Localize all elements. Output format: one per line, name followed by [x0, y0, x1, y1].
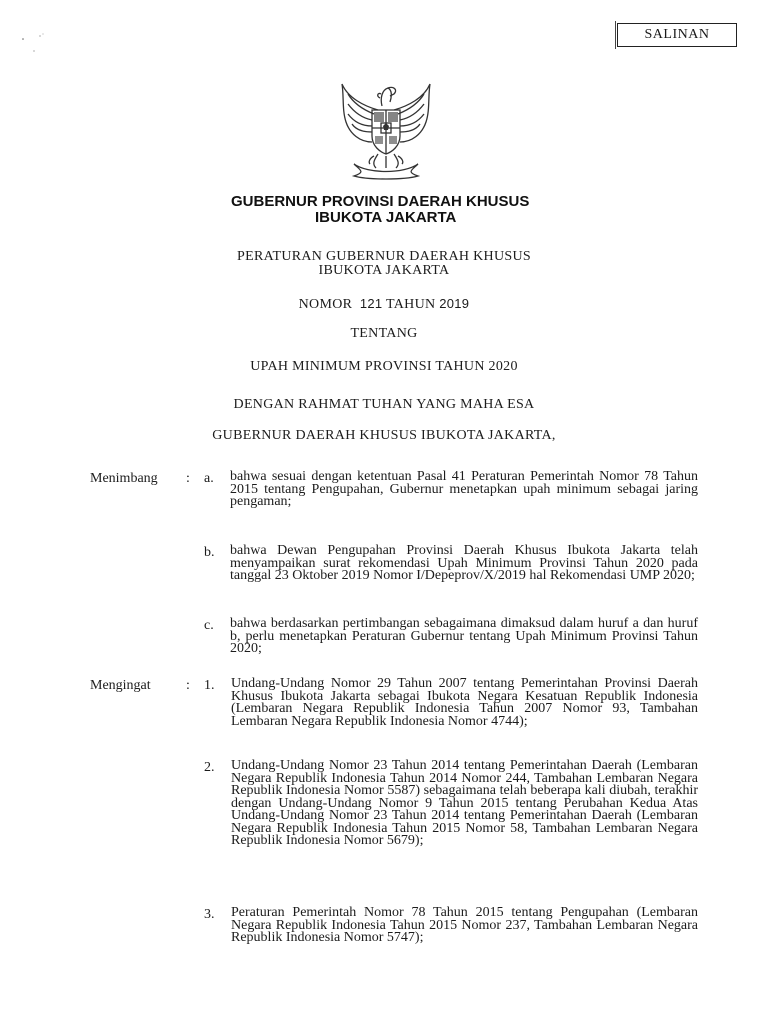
menimbang-item-c-marker: c. — [204, 618, 214, 633]
number-value: 121 — [359, 296, 383, 311]
salinan-stamp: SALINAN — [617, 23, 737, 47]
menimbang-item-b: bahwa Dewan Pengupahan Provinsi Daerah Khusus Ibukota Jakarta telah menyampaikan surat rekomendasi Upah Minimum Provinsi Tahun 2020 pada tanggal 23 Oktober 2019 Nomor I/Depeprov/X/2019 hal Rekomendasi UMP 2020; — [230, 543, 698, 583]
regulation-subject: UPAH MINIMUM PROVINSI TAHUN 2020 — [250, 359, 518, 374]
regulation-number — [0, 296, 768, 313]
mengingat-item-3-marker: 3. — [204, 907, 215, 922]
menimbang-item-c: bahwa berdasarkan pertimbangan sebagaimana dimaksud dalam huruf a dan huruf b, perlu menetapkan Peraturan Gubernur tentang Upah Minimum Provinsi Tahun 2020; — [230, 616, 698, 656]
year-prefix: TAHUN — [386, 297, 436, 312]
issuer-line: GUBERNUR DAERAH KHUSUS IBUKOTA JAKARTA, — [212, 428, 556, 443]
mengingat-item-1: Undang-Undang Nomor 29 Tahun 2007 tentang Pemerintahan Provinsi Daerah Khusus Ibukota Jakarta sebagai Ibukota Negara Kesatuan Republik Indonesia (Lembaran Negara Republik Indonesia Tahun 2007 Nomor 93, Tambahan Lembaran Negara Republik Indonesia Nomor 4744); — [231, 676, 698, 729]
menimbang-label: Menimbang — [90, 471, 158, 486]
governor-heading-line2: IBUKOTA JAKARTA — [315, 209, 457, 226]
mengingat-item-1-marker: 1. — [204, 678, 215, 693]
garuda-emblem-icon — [334, 76, 438, 180]
year-value: 2019 — [439, 296, 470, 311]
mengingat-item-3: Peraturan Pemerintah Nomor 78 Tahun 2015 tentang Pengupahan (Lembaran Negara Republik Indonesia Tahun 2015 Nomor 237, Tambahan Lembaran Negara Republik Indonesia Nomor 5747); — [231, 905, 698, 945]
menimbang-item-a-marker: a. — [204, 471, 214, 486]
menimbang-item-b-marker: b. — [204, 545, 215, 560]
scan-specks — [20, 28, 60, 58]
mengingat-item-2: Undang-Undang Nomor 23 Tahun 2014 tentang Pemerintahan Daerah (Lembaran Negara Republik Indonesia Tahun 2014 Nomor 244, Tambahan Lembaran Negara Republik Indonesia Nomor 5587) sebagaimana telah beberapa kali diubah, terakhir dengan Undang-Undang Nomor 9 Tahun 2015 tentang Perubahan Kedua Atas Undang-Undang Nomor 23 Tahun 2014 tentang Pemerintahan Daerah (Lembaran Negara Republik Indonesia Tahun 2015 Nomor 58, Tambahan Lembaran Negara Republik Indonesia Nomor 5679); — [231, 758, 698, 848]
mengingat-label: Mengingat — [90, 678, 151, 693]
menimbang-item-a: bahwa sesuai dengan ketentuan Pasal 41 Peraturan Pemerintah Nomor 78 Tahun 2015 tentang Pengupahan, Gubernur menetapkan upah minimum sebagai jaring pengaman; — [230, 469, 698, 509]
governor-heading-line1: GUBERNUR PROVINSI DAERAH KHUSUS — [231, 193, 530, 210]
menimbang-colon: : — [186, 471, 190, 486]
regulation-title-line1: PERATURAN GUBERNUR DAERAH KHUSUS — [237, 249, 531, 264]
number-prefix: NOMOR — [298, 297, 353, 312]
preamble: DENGAN RAHMAT TUHAN YANG MAHA ESA — [233, 397, 535, 412]
mengingat-item-2-marker: 2. — [204, 760, 215, 775]
mengingat-colon: : — [186, 678, 190, 693]
regulation-title-line2: IBUKOTA JAKARTA — [318, 263, 450, 278]
tentang-heading: TENTANG — [350, 326, 418, 341]
